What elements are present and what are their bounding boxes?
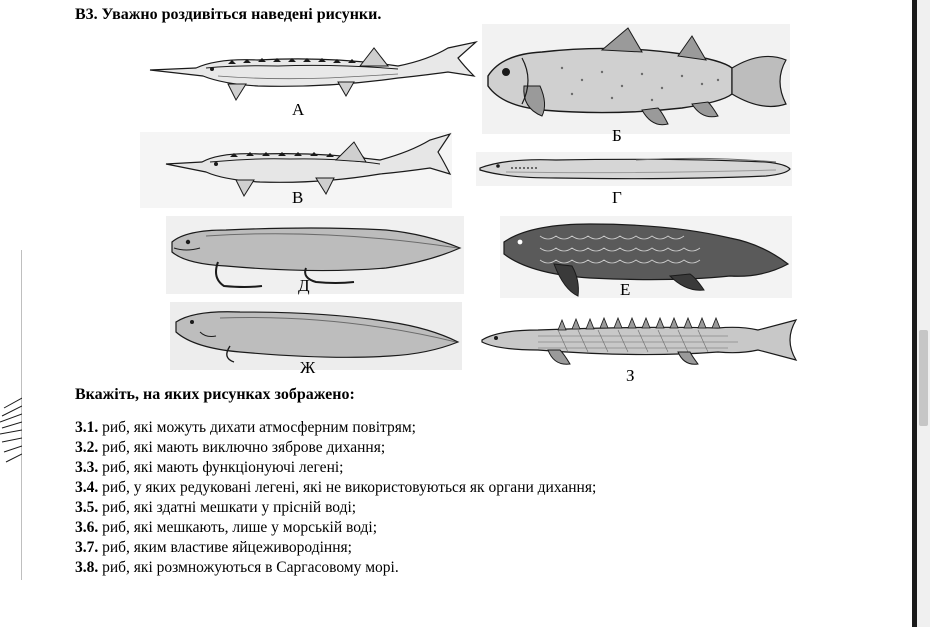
- list-item: [75, 498, 596, 518]
- scrollbar-rail: [912, 0, 917, 627]
- item-text: риб, які здатні мешкати у прісній воді;: [102, 499, 357, 516]
- list-item: [75, 538, 596, 558]
- fish-zh-african-lungfish-icon: [170, 302, 462, 370]
- figure-label-a: А: [292, 100, 305, 119]
- figure-label-e: Е: [620, 280, 631, 299]
- list-item: [75, 518, 596, 538]
- list-item: [75, 458, 596, 478]
- item-number: 3.4.: [75, 479, 99, 496]
- item-number: 3.3.: [75, 459, 99, 476]
- item-number: 3.1.: [75, 419, 99, 436]
- item-number: 3.7.: [75, 539, 99, 556]
- item-number: 3.6.: [75, 519, 99, 536]
- item-text: риб, які розмножуються в Саргасовому морі.: [102, 559, 399, 576]
- item-text: риб, які мають функціонуючі легені;: [102, 459, 344, 476]
- item-text: риб, які можуть дихати атмосферним повітрям;: [102, 419, 416, 436]
- fish-g-lamprey-icon: [476, 152, 792, 186]
- list-item: [75, 438, 596, 458]
- instruction-text: Вкажіть, на яких рисунках зображено:: [75, 386, 355, 403]
- item-number: 3.8.: [75, 559, 99, 576]
- figure-label-g: Г: [612, 188, 622, 207]
- fish-b-coelacanth-icon: [482, 24, 790, 134]
- item-text: риб, яким властиве яйцеживородіння;: [102, 539, 352, 556]
- task-heading: В3. Уважно роздивіться наведені рисунки.: [75, 6, 382, 23]
- list-item: [75, 558, 596, 578]
- list-item: [75, 478, 596, 498]
- item-number: 3.2.: [75, 439, 99, 456]
- figure-label-b: Б: [612, 126, 622, 145]
- item-text: риб, у яких редуковані легені, які не використовуються як органи дихання;: [102, 479, 597, 496]
- fish-d-lungfish-icon: [166, 216, 464, 294]
- list-item: [75, 418, 596, 438]
- figure-label-v: В: [292, 188, 304, 207]
- partial-sketch-icon: [0, 388, 22, 472]
- figure-label-d: Д: [298, 276, 310, 295]
- fish-e-arapaima-icon: [500, 216, 792, 298]
- figure-label-zh: Ж: [300, 358, 316, 377]
- fish-z-bichir-icon: [478, 310, 800, 370]
- figure-label-z: З: [626, 366, 635, 385]
- item-text: риб, які мешкають, лише у морській воді;: [102, 519, 378, 536]
- fish-a-sturgeon-icon: [148, 38, 478, 106]
- item-number: 3.5.: [75, 499, 99, 516]
- scrollbar-thumb[interactable]: [919, 330, 928, 426]
- question-list: [75, 418, 596, 578]
- item-text: риб, які мають виключно зяброве дихання;: [102, 439, 386, 456]
